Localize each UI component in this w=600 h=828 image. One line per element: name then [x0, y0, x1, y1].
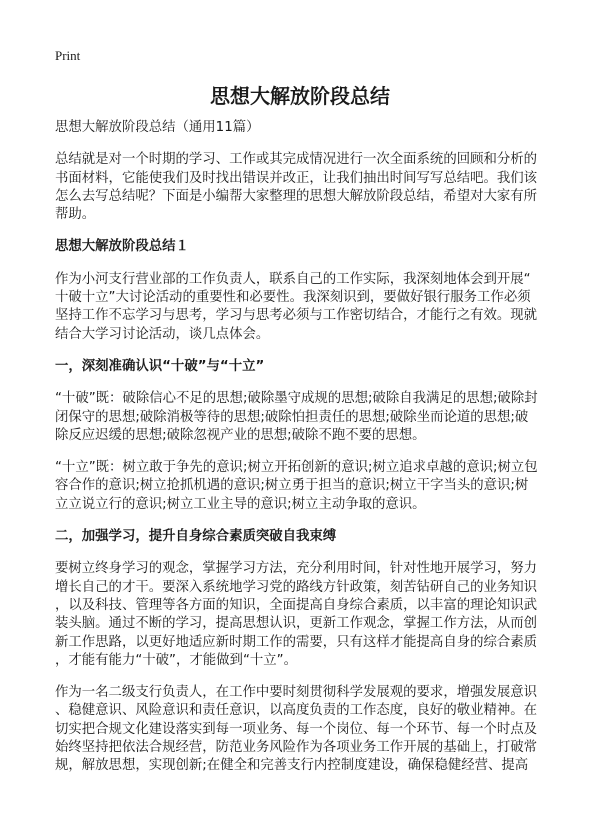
text-line: 、稳健意识、风险意识和责任意识，以高度负责的工作态度，良好的敬业精神。在 — [55, 703, 538, 719]
text-line: 规，解放思想，实现创新;在健全和完善支行内控制度建设，确保稳健经营、提高 — [55, 758, 529, 774]
text-line: 容合作的意识;树立抢抓机遇的意识;树立勇于担当的意识;树立干字当头的意识;树 — [55, 478, 529, 494]
paragraph — [55, 560, 555, 670]
text-line: ，才能有能力“十破”，才能做到“十立”。 — [55, 652, 297, 668]
paragraph — [55, 271, 555, 344]
text-line: 作为小河支行营业部的工作负责人，联系自己的工作实际，我深刻地体会到开展“ — [55, 271, 531, 287]
text-line: 书面材料，它能使我们及时找出错误并改正，让我们抽出时间写写总结吧。我们该 — [55, 170, 538, 186]
subheading: 一，深刻准确认识“十破”与“十立” — [55, 358, 265, 374]
paragraph — [55, 390, 555, 445]
text-line: 作为一名二级支行负责人，在工作中要时刻贯彻科学发展观的要求，增强发展意识 — [55, 685, 538, 701]
text-line: 帮助。 — [55, 207, 96, 223]
text-line: 要树立终身学习的观念，掌握学习方法，充分利用时间，针对性地开展学习，努力 — [55, 561, 538, 577]
text-line: 十破十立”大讨论活动的重要性和必要性。我深刻识到，要做好银行服务工作必须 — [55, 290, 531, 306]
text-line: 怎么去写总结呢？下面是小编帮大家整理的思想大解放阶段总结，希望对大家有所 — [55, 188, 538, 204]
text-line: 切实把合规文化建设落实到每一项业务、每一个岗位、每一个环节、每一个时点及 — [55, 721, 538, 737]
text-line: 闭保守的思想;破除消极等待的思想;破除怕担责任的思想;破除坐而论道的思想;破 — [55, 409, 529, 425]
page-title: 思想大解放阶段总结 — [210, 84, 390, 108]
print-link[interactable]: Print — [55, 48, 81, 63]
text-line: 除反应迟缓的思想;破除忽视产业的思想;破除不跑不要的思想。 — [55, 427, 426, 443]
text-line: “十破”既：破除信心不足的思想;破除墨守成规的思想;破除自我满足的思想;破除封 — [55, 391, 538, 407]
paragraph — [55, 459, 555, 514]
text-line: ，以及科技、管理等各方面的知识，全面提高自身综合素质，以丰富的理论知识武 — [55, 597, 538, 613]
subheading: 二，加强学习，提升自身综合素质突破自我束缚 — [55, 529, 337, 545]
section-heading: 思想大解放阶段总结１ — [55, 239, 189, 255]
text-line: 立立说立行的意识;树立工业主导的意识;树立主动争取的意识。 — [55, 496, 426, 512]
text-line: 始终坚持把依法合规经营，防范业务风险作为各项业务工作开展的基础上，打破常 — [55, 740, 538, 756]
text-line: 新工作思路，以更好地适应新时期工作的需要，只有这样才能提高自身的综合素质 — [55, 634, 538, 650]
text-line: 坚持工作不忘学习与思考，学习与思考必须与工作密切结合，才能行之有效。现就 — [55, 308, 538, 324]
paragraph — [55, 684, 555, 775]
text-line: 总结就是对一个时期的学习、工作或其完成情况进行一次全面系统的回顾和分析的 — [55, 152, 538, 168]
subtitle: 思想大解放阶段总结（通用11篇） — [55, 120, 260, 135]
document-body — [55, 119, 555, 790]
intro-paragraph — [55, 151, 555, 224]
text-line: 增长自己的才干。要深入系统地学习党的路线方针政策，刻苦钻研自己的业务知识 — [55, 579, 538, 595]
text-line: “十立”既：树立敢于争先的意识;树立开拓创新的意识;树立追求卓越的意识;树立包 — [55, 460, 538, 476]
text-line: 装头脑。通过不断的学习，提高思想认识，更新工作观念，掌握工作方法，从而创 — [55, 616, 538, 632]
text-line: 结合大学习讨论活动，谈几点体会。 — [55, 326, 270, 342]
